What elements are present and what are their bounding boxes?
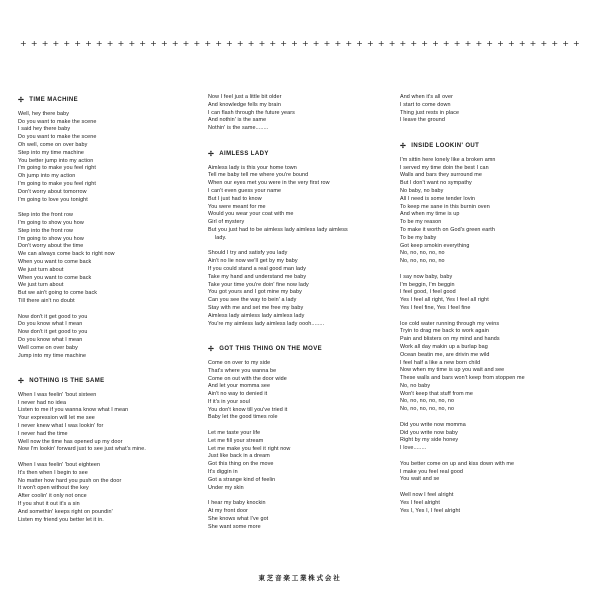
lyric-line: You got yours and I got mine my baby (208, 289, 302, 296)
lyric-line: Well now I feel alright (400, 492, 454, 499)
cross-mark: + (150, 39, 157, 48)
lyric-line: Yes I feel all right, Yes I feel all right (400, 297, 489, 304)
lyric-line: And knowledge fells my brain (208, 101, 281, 108)
lyric-line: We can always come back to right now (18, 251, 115, 258)
lyric-stanza (18, 111, 196, 205)
lyric-line: And when my time is up (400, 211, 460, 218)
lyric-line: Jump into my time machine (18, 352, 87, 359)
song-title-text: GOT THIS THING ON THE MOVE (219, 346, 323, 353)
lyric-line: I'm going to show you how (18, 219, 84, 226)
song-title (208, 151, 386, 159)
cross-mark: + (421, 39, 428, 48)
lyric-line: Under my skin (208, 484, 244, 491)
lyric-line: To be my reason (400, 219, 442, 226)
lyric-stanza (208, 500, 386, 531)
lyric-stanza (208, 250, 386, 328)
cross-mark: + (139, 39, 146, 48)
lyric-line: You're my aimless lady aimless lady oooh........ (208, 320, 325, 327)
lyric-line: No, no, no, no, no, no (400, 398, 455, 405)
cross-bullet-icon: ✢ (18, 97, 25, 104)
lyric-line: I said hey there baby (18, 126, 71, 133)
lyric-line: Tryin to drag me back to work again (400, 328, 489, 335)
lyric-stanza (18, 462, 196, 524)
cross-mark: + (74, 39, 81, 48)
lyric-line: I love........ (400, 445, 427, 452)
cross-mark: + (323, 39, 331, 48)
lyric-stanza (18, 212, 196, 306)
lyric-line: Don't worry about the time (18, 243, 84, 250)
lyric-line: Got keep smokin everything (400, 242, 470, 249)
lyric-line: I never knew what I was lookin' for (18, 423, 104, 430)
lyric-line: Ice cold water running through my veins (400, 320, 500, 327)
lyric-line: Listen my friend you better let it in. (18, 516, 104, 523)
lyric-line: I hear my baby knockin (208, 500, 266, 507)
lyric-line: Ain't no lie now we'll get by my baby (208, 258, 298, 265)
cross-mark: + (52, 39, 60, 48)
cross-mark: + (334, 39, 342, 48)
cross-mark: + (432, 39, 439, 48)
lyric-line: Work all day makin up a burlap bag (400, 343, 488, 350)
lyric-line: But you just had to be aimless lady aimless lady aimless (208, 226, 348, 233)
cross-mark: + (269, 39, 277, 48)
lyric-line: Nothin' is the same........ (208, 125, 269, 132)
lyric-line: Your expression will let me see (18, 415, 95, 422)
lyric-line: Listen to me if you wanna know what I mean (18, 407, 129, 414)
lyric-line: Got a strange kind of feelin (208, 476, 276, 483)
lyric-line: Did you write now momma (400, 421, 466, 428)
lyric-line: That's where you wanna be (208, 367, 277, 374)
lyric-line: Come on out with the door wide (208, 375, 287, 382)
cross-mark: + (562, 39, 569, 48)
lyric-line: When I was feelin' 'bout sixteen (18, 391, 97, 398)
lyric-line: These walls and bars won't keep from stoppen me (400, 375, 525, 382)
lyric-line: Ain't no way to denied it (208, 391, 268, 398)
lyric-line: Let me fill your stream (208, 437, 264, 444)
intro-stanza (208, 94, 386, 133)
lyric-line: Aimless lady is this your home town (208, 164, 297, 171)
cross-mark: + (63, 39, 71, 48)
lyric-line: Walls and bars they surround me (400, 172, 482, 179)
lyric-line: And somethin' keeps right on poundin' (18, 508, 113, 515)
cross-mark: + (497, 39, 504, 48)
lyric-line: Let me make you feel it right now (208, 445, 291, 452)
lyric-line: Do you want to make the scene (18, 134, 97, 141)
lyric-line: To make it worth on God's green earth (400, 226, 495, 233)
lyric-line: But I don't want no sympathy (400, 180, 472, 187)
lyric-line: I can't even guess your name (208, 187, 282, 194)
lyric-stanza (400, 157, 578, 266)
lyric-line: No baby, no baby (400, 187, 444, 194)
lyric-line: Well now the time has opened up my door (18, 438, 123, 445)
lyric-line: Come on over to my side (208, 359, 271, 366)
lyric-line: To keep me sane in this burnin oven (400, 203, 490, 210)
song-title (208, 346, 386, 354)
song-title (18, 378, 196, 386)
lyric-line: We just turn about (18, 282, 64, 289)
lyric-line: Yes I feel fine, Yes I feel fine (400, 304, 471, 311)
lyric-line: Do you want to make the scene (18, 118, 97, 125)
lyric-line: You better jump into my action (18, 157, 94, 164)
cross-mark: + (85, 39, 92, 48)
lyric-line: Stay with me and set me free my baby (208, 304, 304, 311)
lyric-line: When I was feelin' 'bout eighteen (18, 462, 101, 469)
lyric-line: Yes I feel alright (400, 499, 440, 506)
lyric-line: Take your time you're doin' fine now lady (208, 281, 309, 288)
lyric-line: Can you see the way to bein' a lady (208, 297, 297, 304)
cross-mark: + (247, 39, 255, 48)
lyric-line: I'm going to love you tonight (18, 196, 88, 203)
cross-mark: + (182, 39, 190, 48)
lyric-stanza (208, 430, 386, 492)
cross-mark: + (258, 39, 266, 48)
cross-mark: + (507, 39, 515, 48)
lyric-line: When our eyes met you were in the very first row (208, 180, 330, 187)
lyrics-column-3 (400, 94, 578, 523)
cross-mark: + (518, 39, 526, 48)
song-title-text: AIMLESS LADY (219, 150, 269, 157)
lyric-stanza (18, 392, 196, 454)
lyric-line: Do you know what I mean (18, 321, 83, 328)
lyric-stanza (400, 274, 578, 313)
cross-mark: + (475, 39, 483, 48)
cross-mark: + (301, 39, 309, 48)
lyric-stanza (400, 422, 578, 453)
lyric-line: Pain and blisters on my mind and hands (400, 336, 500, 343)
cross-mark: + (367, 39, 374, 48)
lyric-line: No, no, no, no, no (400, 258, 445, 265)
lyric-line: I served my time doin the best I can (400, 164, 489, 171)
cross-mark: + (30, 39, 38, 48)
cross-mark: + (399, 39, 407, 48)
lyric-line: If you could stand a real good man lady (208, 265, 306, 272)
lyric-line: And nothin' is the same (208, 117, 267, 124)
lyric-line: I say now baby, baby (400, 273, 453, 280)
cross-mark: + (356, 39, 363, 48)
lyric-line: Yes I, Yes I, I feel alright (400, 507, 461, 514)
lyric-stanza (208, 165, 386, 243)
lyric-line: It's then when I begin to see (18, 469, 88, 476)
lyric-line: Baby let the good times role (208, 414, 278, 421)
lyric-stanza (400, 461, 578, 484)
song-title (400, 143, 578, 151)
lyric-stanza (208, 360, 386, 422)
cross-mark: + (171, 39, 179, 48)
lyric-line: I'm sittin here lonely like a broken amn (400, 156, 496, 163)
cross-mark: + (128, 39, 136, 48)
lyric-line: Oh well, come on over baby (18, 141, 88, 148)
song-title-text: NOTHING IS THE SAME (29, 378, 105, 385)
cross-mark: + (442, 39, 450, 48)
lyric-line: When you want to come back (18, 258, 92, 265)
lyric-line: Ocean beatin me, are drivin me wild (400, 351, 490, 358)
lyric-line: Don't worry about tomorrow (18, 188, 87, 195)
song-title-text: INSIDE LOOKIN' OUT (411, 142, 480, 149)
cross-mark: + (388, 39, 396, 48)
lyric-stanza (400, 321, 578, 415)
lyric-line: You wait and se (400, 476, 440, 483)
song-title (18, 97, 196, 105)
song-title-text: TIME MACHINE (29, 97, 79, 103)
lyric-line: I'm going to make you feel right (18, 180, 96, 187)
lyric-line: You don't know till you've tried it (208, 406, 288, 413)
lyric-line: Step into the front row (18, 212, 74, 219)
cross-mark: + (291, 39, 298, 48)
lyric-line: Well, hey there baby (18, 110, 70, 117)
lyric-line: And let your momma see (208, 383, 271, 390)
intro-stanza (400, 94, 578, 125)
lyric-line: Take my hand and understand me baby (208, 273, 307, 280)
cross-bullet-icon: ✢ (208, 346, 215, 354)
lyric-line: After coolin' it only not once (18, 493, 87, 500)
lyric-line: I feel half a like a new born child (400, 359, 481, 366)
cross-mark: + (95, 39, 103, 48)
lyric-line: Would you wear your coat with me (208, 211, 294, 218)
lyric-line: We just turn about (18, 266, 64, 273)
lyric-line: I'm going to make you feel right (18, 165, 96, 172)
lyric-line: I never had no idea (18, 399, 67, 406)
lyric-line: Step into the front row (18, 227, 74, 234)
publisher-footer: 東芝音楽工業株式会社 (258, 574, 342, 582)
lyric-stanza (18, 314, 196, 361)
lyric-line: Till there ain't no doubt (18, 297, 75, 304)
lyric-line: Now I feel just a little bit older (208, 94, 282, 100)
lyric-line: Now when my time is up you wait and see (400, 367, 505, 374)
lyric-line: No, no, no, no, no, no (400, 406, 455, 413)
cross-mark: + (464, 39, 472, 48)
lyric-line: You were meant for me (208, 203, 266, 210)
lyric-line: No, no baby (400, 382, 431, 389)
cross-mark: + (280, 39, 287, 48)
lyric-line: I never had the time (18, 430, 68, 437)
cross-mark: + (117, 39, 125, 48)
cross-mark: + (486, 39, 493, 48)
lyric-line: Tell me baby tell me where you're bound (208, 172, 309, 179)
lyric-line: I leave the ground (400, 117, 445, 124)
lyric-line: I start to come down (400, 101, 451, 108)
lyric-line: Now don't it get good to you (18, 329, 88, 336)
cross-mark: + (377, 39, 385, 48)
cross-mark: + (226, 39, 233, 48)
cross-mark: + (236, 39, 244, 48)
lyric-line: If you shut it out it's a sin (18, 501, 80, 508)
lyric-line: You better come on up and kiss down with me (400, 460, 515, 467)
lyric-stanza (400, 492, 578, 515)
cross-bullet-icon: ✢ (400, 142, 407, 150)
lyric-line: Should I try and satisfy you lady (208, 250, 288, 257)
cross-mark: + (453, 39, 461, 48)
lyric-line: She want some more (208, 523, 261, 530)
lyric-line: Got this thing on the move (208, 461, 274, 468)
lyric-line: No, no, no, no, no (400, 250, 445, 257)
lyric-line: Let me taste your life (208, 430, 261, 437)
cross-mark: + (41, 39, 49, 48)
lyric-line: But we ain't going to come back (18, 290, 98, 297)
cross-mark: + (160, 39, 168, 48)
lyric-line: It's diggin in (208, 469, 238, 476)
lyric-line: I make you feel real good (400, 468, 464, 475)
lyric-line: All I need is some tender lovin (400, 195, 476, 202)
cross-mark: + (215, 39, 222, 48)
lyric-line: Right by my side honey (400, 437, 459, 444)
lyric-line: Now don't it get good to you (18, 313, 88, 320)
lyric-line: Just like back in a dream (208, 453, 270, 460)
cross-mark: + (551, 39, 559, 48)
lyric-line: I'm beggin, I'm beggin (400, 281, 455, 288)
lyric-line: Girl of mystery (208, 219, 245, 226)
lyric-line: Thing just rests in place (400, 109, 460, 116)
lyric-line: No matter how hard you push on the door (18, 477, 122, 484)
cross-mark: + (193, 39, 201, 48)
lyric-line: At my front door (208, 508, 248, 515)
lyric-line: Step into my time machine (18, 149, 85, 156)
lyric-line: Well come on over baby (18, 344, 78, 351)
cross-mark: + (410, 39, 418, 48)
lyric-line: To be my baby (400, 234, 437, 241)
lyrics-column-1 (18, 97, 196, 532)
lyric-line: Won't keep that stuff from me (400, 390, 473, 397)
cross-mark: + (529, 39, 537, 48)
lyric-line: Do you know what I mean (18, 336, 83, 343)
cross-mark: + (345, 39, 353, 48)
lyric-line: I feel good, I feel good (400, 289, 456, 296)
lyric-line: Now I'm lookin' forward just to see just what's mine. (18, 446, 146, 453)
cross-mark: + (573, 39, 580, 48)
lyrics-column-2 (208, 94, 386, 539)
cross-border (20, 40, 580, 48)
cross-mark: + (540, 39, 548, 48)
cross-bullet-icon: ✢ (18, 378, 25, 386)
lyric-line: If it's in your soul (208, 398, 250, 405)
lyric-line: I can flash through the future years (208, 109, 295, 116)
lyric-line: lady. (215, 234, 227, 241)
cross-mark: + (204, 39, 212, 48)
lyric-line: But I just had to know (208, 195, 262, 202)
lyric-line: And when it's all over (400, 94, 453, 100)
lyric-line: I'm going to show you how (18, 235, 84, 242)
cross-mark: + (106, 39, 114, 48)
lyric-line: She knows what I've got (208, 515, 269, 522)
cross-mark: + (20, 39, 27, 48)
lyric-line: It won't open without the key (18, 485, 89, 492)
cross-bullet-icon: ✢ (208, 150, 215, 158)
cross-mark: + (312, 39, 320, 48)
lyric-line: Aimless lady aimless lady aimless lady (208, 312, 305, 319)
lyric-line: Did you write now baby (400, 429, 458, 436)
lyric-line: When you want to come back (18, 274, 92, 281)
lyric-line: Oh jump into my action (18, 173, 76, 180)
